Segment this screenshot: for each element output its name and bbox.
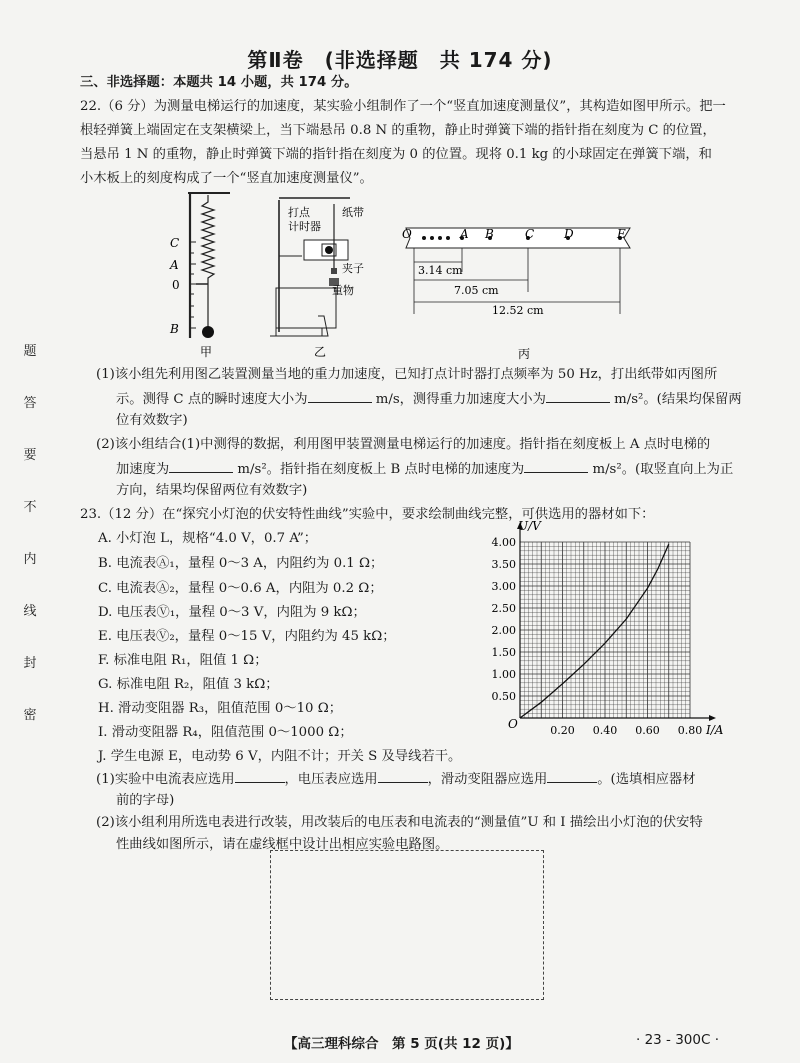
y-tick-label: 1.00 [491,668,516,681]
ui-curve-chart [480,518,730,744]
chart-grid [520,542,690,718]
q23-option-b: B. 电流表Ⓐ₁，量程 0～3 A，内阻约为 0.1 Ω； [98,556,384,571]
q23-sub1-line-2: 前的字母) [116,793,175,808]
answer-blank-accel-b[interactable] [524,458,588,473]
timer-label-1: 打点 [288,206,310,219]
ui-curve-line [520,544,669,718]
q23-option-f: F. 标准电阻 R₁，阻值 1 Ω； [98,653,268,668]
chart-xlabel: I/A [706,723,724,737]
q22-line-1: 22.（6 分）为测量电梯运行的加速度，某实验小组制作了一个“竖直加速度测量仪”，其构造如图甲所示。把一 [80,99,726,114]
q22-sub1-line-1: (1)该小组先利用图乙装置测量当地的重力加速度，已知打点计时器打点频率为 50 Hz，打出纸带如丙图所 [96,367,718,382]
answer-blank-gravity[interactable] [546,388,610,403]
x-tick-label: 0.20 [550,724,575,737]
figure-yi-label: 乙 [314,345,327,359]
y-tick-label: 3.00 [491,580,516,593]
x-axis-arrow [709,715,716,721]
answer-blank-voltmeter[interactable] [378,768,428,783]
chart-axes [517,522,716,721]
page-title: 第Ⅱ卷 (非选择题 共 174 分) [247,48,553,72]
distance-2: 7.05 cm [454,284,499,297]
point-o: O [402,227,412,241]
answer-blank-accel-a[interactable] [169,458,233,473]
chart-ylabel: U/V [518,519,541,533]
q23-intro: 23.（12 分）在“探究小灯泡的伏安特性曲线”实验中，要求绘制曲线完整，可供选用的器材如下： [80,507,655,522]
point-b: B [485,227,494,241]
timer-label-2: 计时器 [288,220,321,233]
q23-option-g: G. 标准电阻 R₂，阻值 3 kΩ； [98,677,279,692]
q23-option-d: D. 电压表Ⓥ₁，量程 0～3 V，内阻为 9 kΩ； [98,605,366,620]
y-tick-label: 2.50 [491,602,516,615]
q22-sub1-line-2: 示。测得 C 点的瞬时速度大小为 m/s，测得重力加速度大小为 m/s²。(结果均保留两 [116,388,742,410]
x-tick-label: 0.60 [635,724,660,737]
q23-option-a: A. 小灯泡 L，规格“4.0 V，0.7 A”； [98,531,318,546]
answer-blank-ammeter[interactable] [235,768,285,783]
point-a: A [460,227,469,241]
distance-3: 12.52 cm [492,304,544,317]
q23-option-j: J. 学生电源 E，电动势 6 V，内阻不计；开关 S 及导线若干。 [98,749,462,764]
circuit-answer-box[interactable] [270,850,544,1000]
figure-bing-label: 丙 [518,347,531,360]
q23-option-c: C. 电流表Ⓐ₂，量程 0～0.6 A，内阻为 0.2 Ω； [98,581,383,596]
y-tick-label: 2.00 [491,624,516,637]
seal-line-notice: 题 答 要 不 内 线 封 密 [23,344,37,723]
y-tick-label: 4.00 [491,536,516,549]
footer-page-info: 【高三理科综合 第 5 页(共 12 页)】 [284,1036,519,1052]
scale-c: C [170,236,180,250]
figure-bing [396,214,646,360]
q23-option-h: H. 滑动变阻器 R₃，阻值范围 0～10 Ω； [98,701,343,716]
distance-1: 3.14 cm [418,264,463,277]
q22-line-2: 根轻弹簧上端固定在支架横梁上，当下端悬吊 0.8 N 的重物，静止时弹簧下端的指针指在刻度为 C 的位置， [80,123,716,138]
q23-sub2-line-1: (2)该小组利用所选电表进行改装，用改装后的电压表和电流表的“测量值”U 和 I 描绘出小灯泡的伏安特 [96,815,703,830]
q23-sub2-line-2: 性曲线如图所示，请在虚线框中设计出相应实验电路图。 [116,837,449,852]
chart-origin: O [508,717,518,731]
scale-0: 0 [172,278,180,292]
answer-blank-rheostat[interactable] [547,768,597,783]
figure-yi [262,188,382,360]
figure-jia [160,188,230,360]
y-tick-label: 1.50 [491,646,516,659]
scale-a: A [170,258,179,272]
q22-line-4: 小木板上的刻度构成了一个“竖直加速度测量仪”。 [80,171,373,186]
q22-line-3: 当悬吊 1 N 的重物，静止时弹簧下端的指针指在刻度为 0 的位置。现将 0.1 kg 的小球固定在弹簧下端，和 [80,147,712,162]
scale-b: B [170,322,179,336]
footer-code: · 23 - 300C · [636,1032,719,1048]
q22-sub2-line-1: (2)该小组结合(1)中测得的数据，利用图甲装置测量电梯运行的加速度。指针指在刻度板上 A 点时电梯的 [96,437,711,452]
x-tick-label: 0.40 [592,724,618,737]
q23-sub1-line-1: (1)实验中电流表应选用 ，电压表应选用 ，滑动变阻器应选用 。(选填相应器材 [96,768,696,790]
q22-sub2-line-2: 加速度为 m/s²。指针指在刻度板上 B 点时电梯的加速度为 m/s²。(取竖直向上为正 [116,458,733,480]
chart-ticks [492,536,703,737]
part-heading: 三、非选择题：本题共 14 小题，共 174 分。 [80,75,358,90]
y-tick-label: 3.50 [491,558,516,571]
q23-option-e: E. 电压表Ⓥ₂，量程 0～15 V，内阻约为 45 kΩ； [98,629,396,644]
tape-label: 纸带 [342,206,364,219]
point-d: D [564,227,574,241]
q22-sub2-line-3: 方向，结果均保留两位有效数字) [116,483,308,498]
weight-label: 重物 [332,284,354,297]
q22-sub1-line-3: 位有效数字) [116,413,188,428]
point-e: E [617,227,626,241]
x-tick-label: 0.80 [677,724,703,737]
answer-blank-c-velocity[interactable] [308,388,372,403]
clip-label: 夹子 [342,262,364,275]
y-tick-label: 0.50 [491,690,516,703]
figure-jia-label: 甲 [200,345,213,359]
q23-option-i: I. 滑动变阻器 R₄，阻值范围 0～1000 Ω； [98,725,353,740]
point-c: C [525,227,535,241]
